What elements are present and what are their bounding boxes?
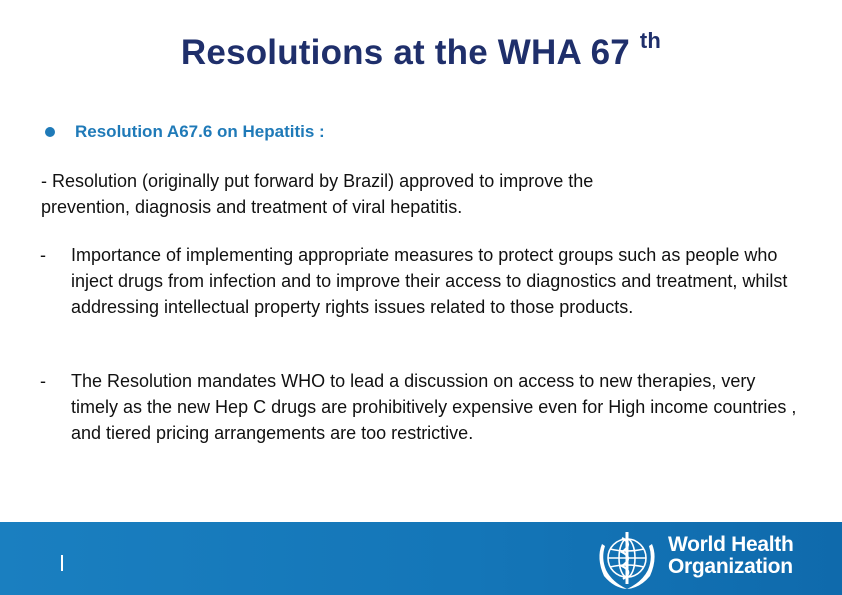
intro-line-1: - Resolution (originally put forward by Brazil) approved to improve the	[41, 171, 594, 191]
footer-divider	[61, 555, 63, 571]
who-name	[668, 534, 794, 578]
intro-line-2: prevention, diagnosis and treatment of viral hepatitis.	[41, 197, 463, 217]
list-item-text: The Resolution mandates WHO to lead a discussion on access to new therapies, very timely as the new Hep C drugs are prohibitively expensive even for High income countries , and tiered pricing arrangements are too restrictive.	[71, 371, 797, 443]
who-name-line-1: World Health	[668, 533, 794, 556]
footer-bar	[0, 522, 842, 595]
slide-title-text: Resolutions at the WHA 67	[180, 33, 630, 72]
who-name-line-2: Organization	[668, 555, 793, 578]
list-item	[40, 242, 800, 320]
dash-marker: -	[40, 371, 46, 391]
bullet-dot-icon	[45, 127, 55, 137]
list-item	[40, 368, 800, 446]
bullet-heading: Resolution A67.6 on Hepatitis :	[75, 122, 325, 141]
main-bullet	[45, 122, 325, 142]
intro-paragraph	[41, 168, 801, 220]
slide-title	[0, 28, 842, 73]
dash-marker: -	[40, 245, 46, 265]
slide-title-superscript: th	[639, 28, 662, 53]
list-item-text: Importance of implementing appropriate measures to protect groups such as people who inject drugs from infection and to improve their access to diagnostics and treatment, whilst addressing intellectual property rights issues related to those products.	[71, 245, 788, 317]
who-emblem-icon	[592, 524, 662, 592]
